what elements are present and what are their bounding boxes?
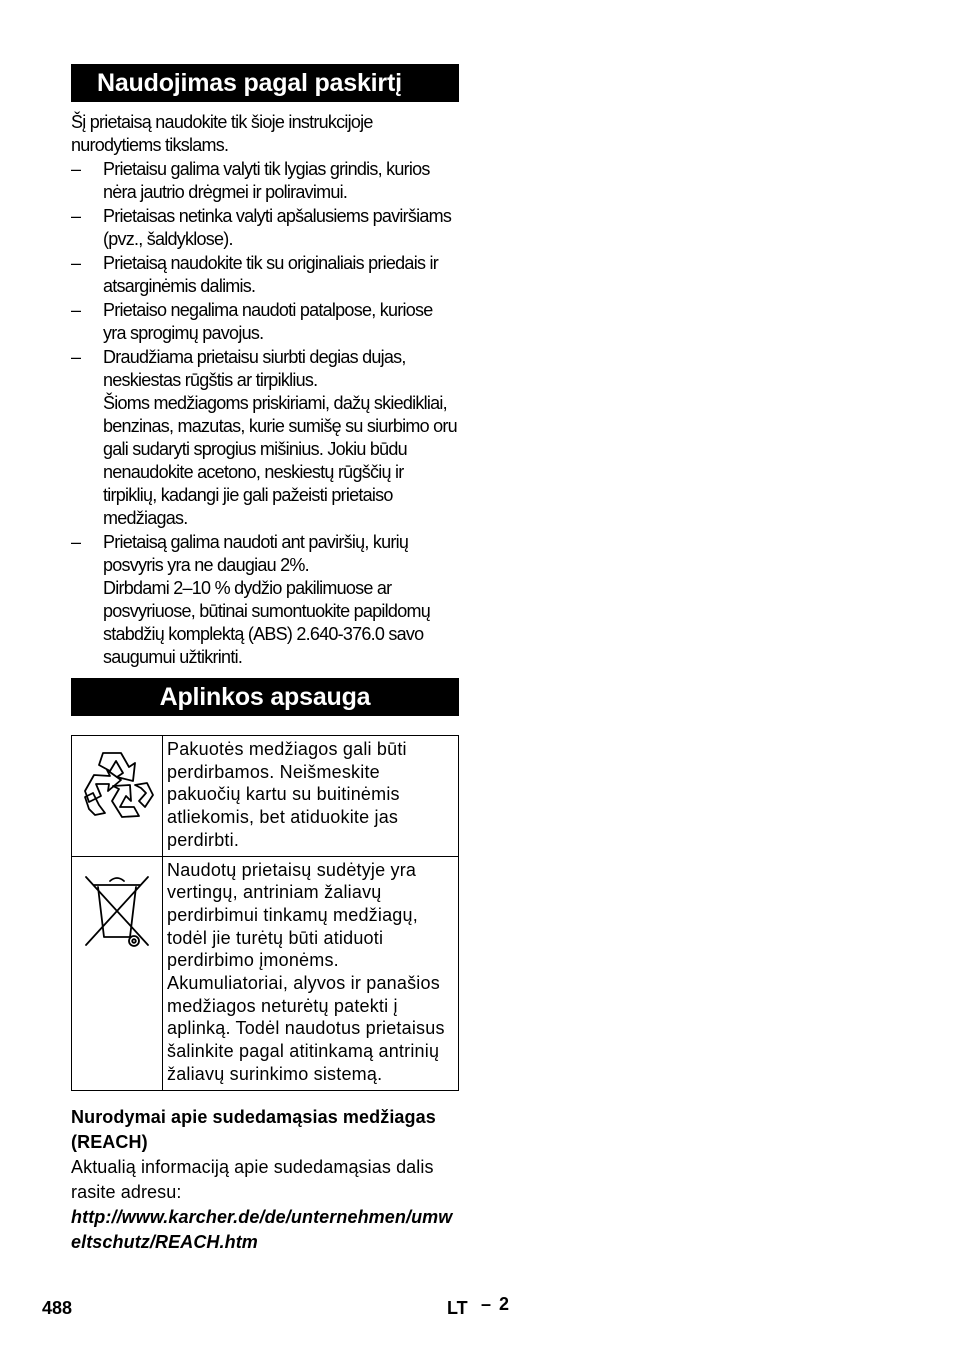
list-dash: –	[71, 347, 81, 367]
list-dash: –	[71, 300, 81, 320]
list-item-text: Prietaisą naudokite tik su originaliais priedais ir atsarginėmis dalimis.	[103, 253, 438, 296]
usage-list	[71, 158, 459, 669]
list-item	[71, 158, 459, 204]
table-row	[72, 856, 459, 1090]
footer-dash: –	[481, 1294, 492, 1314]
main-column	[71, 64, 459, 1255]
list-item-text: Draudžiama prietaisu siurbti degias dujas, neskiestas rūgštis ar tirpiklius.	[103, 347, 406, 390]
crossed-bin-icon	[84, 873, 150, 949]
list-item-text: Prietaisą galima naudoti ant paviršių, kurių posvyris yra ne daugiau 2%.	[103, 532, 409, 575]
table-icon-cell	[72, 736, 163, 857]
section-heading-intended-use: Naudojimas pagal paskirtį	[71, 64, 459, 102]
table-icon-cell	[72, 856, 163, 1090]
table-text-cell: Naudotų prietaisų sudėtyje yra vertingų, antriniam žaliavų perdirbimui tinkamų medžiagų, todėl jie turėtų būti atiduoti perdirbimo įmonėms. Akumuliatoriai, alyvos ir panašios medžiagos neturėtų patekti į aplinką. Todėl naudotus prietaisus šalinkite pagal atitinkamą antrinių žaliavų surinkimo sistemą.	[163, 856, 459, 1090]
list-dash: –	[71, 532, 81, 552]
list-item	[71, 252, 459, 298]
recycle-icon	[79, 745, 155, 825]
list-item-note: Dirbdami 2–10 % dydžio pakilimuose ar posvyriuose, būtinai sumontuokite papildomų stabdžių komplektą (ABS) 2.640-376.0 savo saugumui užtikrinti.	[103, 578, 430, 667]
list-item	[71, 299, 459, 345]
reach-url-link[interactable]: http://www.karcher.de/de/unternehmen/umweltschutz/REACH.htm	[71, 1206, 453, 1252]
table-text-cell: Pakuotės medžiagos gali būti perdirbamos. Neišmeskite pakuočių kartu su buitinėmis atliekomis, bet atiduokite jas perdirbti.	[163, 736, 459, 857]
list-item	[71, 346, 459, 530]
table-row	[72, 736, 459, 857]
list-item-note: Šioms medžiagoms priskiriami, dažų skiedikliai, benzinas, mazutas, kurie sumišę su siurbimo oru gali sudaryti sprogius mišinius. Jokiu būdu nenaudokite acetono, neskiestų rūgščių ir tirpiklių, kadangi jie gali pažeisti prietaiso medžiagas.	[103, 393, 457, 528]
environment-table	[71, 735, 459, 1091]
list-item	[71, 205, 459, 251]
intro-paragraph: Šį prietaisą naudokite tik šioje instrukcijoje nurodytiems tikslams.	[71, 112, 373, 155]
list-item	[71, 531, 459, 669]
list-item-text: Prietaiso negalima naudoti patalpose, kuriose yra sprogimų pavojus.	[103, 300, 433, 343]
list-dash: –	[71, 159, 81, 179]
section-heading-environment: Aplinkos apsauga	[71, 678, 459, 716]
language-code: LT	[447, 1298, 468, 1318]
page-number: 488	[42, 1298, 73, 1318]
reach-title: Nurodymai apie sudedamąsias medžiagas (REACH)	[71, 1106, 436, 1152]
list-dash: –	[71, 206, 81, 226]
reach-section	[71, 1105, 459, 1255]
list-dash: –	[71, 253, 81, 273]
list-item-text: Prietaisas netinka valyti apšalusiems paviršiams (pvz., šaldyklose).	[103, 206, 452, 249]
list-item-text: Prietaisu galima valyti tik lygias grindis, kurios nėra jautrio drėgmei ir poliravimui.	[103, 159, 430, 202]
reach-text: Aktualią informaciją apie sudedamąsias dalis rasite adresu:	[71, 1156, 434, 1202]
local-page-number: 2	[499, 1294, 510, 1314]
